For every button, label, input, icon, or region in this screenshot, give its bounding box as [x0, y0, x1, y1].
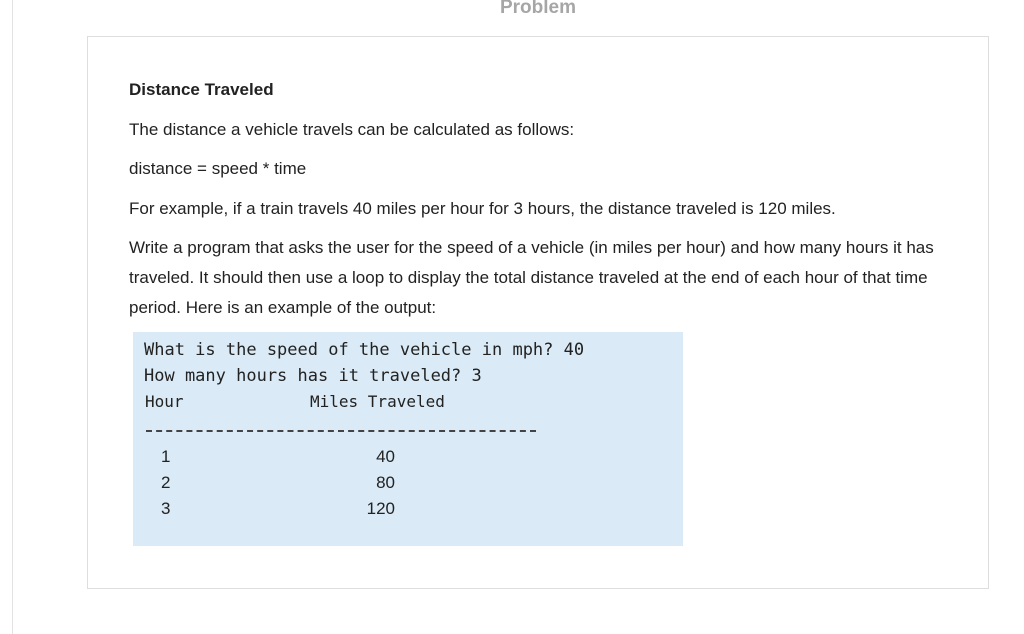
hour-cell: 3	[161, 499, 171, 518]
example-output-box	[133, 332, 683, 546]
miles-cell: 80	[376, 473, 395, 492]
hour-cell: 1	[161, 447, 171, 466]
page-title: Problem	[499, 0, 577, 18]
miles-column-header: Miles Traveled	[310, 392, 445, 411]
formula-paragraph: distance = speed * time	[129, 159, 307, 178]
problem-card	[87, 36, 989, 589]
left-divider	[12, 0, 13, 634]
miles-cell: 120	[366, 499, 395, 518]
hours-prompt-line: How many hours has it traveled? 3	[144, 366, 482, 386]
separator-line	[146, 430, 536, 432]
speed-prompt-line: What is the speed of the vehicle in mph? 40	[144, 340, 585, 360]
task-paragraph: Write a program that asks the user for the speed of a vehicle (in miles per hour) and how many hours it has traveled. It should then use a loop to display the total distance traveled at the end of each hour of that time period. Here is an example of the output:	[129, 238, 934, 317]
hour-cell: 2	[161, 473, 171, 492]
example-paragraph: For example, if a train travels 40 miles per hour for 3 hours, the distance traveled is 120 miles.	[129, 199, 836, 218]
problem-paragraph-1: The distance a vehicle travels can be calculated as follows:	[129, 120, 575, 139]
hour-column-header: Hour	[145, 392, 184, 411]
problem-heading: Distance Traveled	[129, 80, 274, 99]
miles-cell: 40	[376, 447, 395, 466]
